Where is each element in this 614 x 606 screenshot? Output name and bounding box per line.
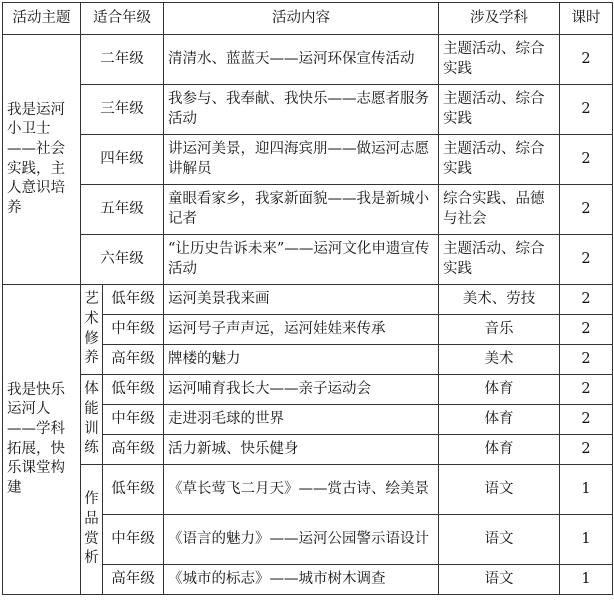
subject-cell: 语文 — [439, 565, 560, 595]
subgroup-cell: 作品赏析 — [81, 465, 103, 595]
content-cell: 清清水、蓝蓝天——运河环保宣传活动 — [164, 35, 439, 85]
grade-cell: 中年级 — [103, 515, 164, 565]
content-cell: 《语言的魅力》——运河公园警示语设计 — [164, 515, 439, 565]
subject-cell: 美术 — [439, 345, 560, 375]
content-cell: 牌楼的魅力 — [164, 345, 439, 375]
header-subject: 涉及学科 — [439, 3, 560, 35]
hours-cell: 1 — [560, 465, 613, 515]
grade-cell: 高年级 — [103, 345, 164, 375]
subgroup-cell: 体能训练 — [81, 375, 103, 465]
subject-cell: 主题活动、综合实践 — [439, 235, 560, 285]
subject-cell: 体育 — [439, 405, 560, 435]
grade-cell: 高年级 — [103, 565, 164, 595]
content-cell: 《草长莺飞二月天》——赏古诗、绘美景 — [164, 465, 439, 515]
grade-cell: 中年级 — [103, 315, 164, 345]
theme-cell-1: 我是运河小卫士——社会实践，主人意识培养 — [3, 35, 81, 285]
hours-cell: 2 — [560, 135, 613, 185]
content-cell: 运河美景我来画 — [164, 285, 439, 315]
content-cell: 运河哺育我长大——亲子运动会 — [164, 375, 439, 405]
subject-cell: 主题活动、综合实践 — [439, 35, 560, 85]
content-cell: 走进羽毛球的世界 — [164, 405, 439, 435]
subject-cell: 音乐 — [439, 315, 560, 345]
subject-cell: 体育 — [439, 435, 560, 465]
content-cell: 运河号子声声远，运河娃娃来传承 — [164, 315, 439, 345]
header-theme: 活动主题 — [3, 3, 81, 35]
table-row — [3, 85, 613, 135]
theme-cell-2: 我是快乐运河人——学科拓展，快乐课堂构建 — [3, 285, 81, 595]
hours-cell: 2 — [560, 285, 613, 315]
hours-cell: 2 — [560, 235, 613, 285]
header-row — [3, 3, 613, 35]
grade-cell: 五年级 — [81, 185, 164, 235]
hours-cell: 2 — [560, 85, 613, 135]
grade-cell: 四年级 — [81, 135, 164, 185]
subject-cell: 语文 — [439, 465, 560, 515]
subject-cell: 体育 — [439, 375, 560, 405]
subject-cell: 主题活动、综合实践 — [439, 85, 560, 135]
hours-cell: 1 — [560, 515, 613, 565]
hours-cell: 2 — [560, 35, 613, 85]
table-row — [3, 35, 613, 85]
subject-cell: 综合实践、品德与社会 — [439, 185, 560, 235]
hours-cell: 2 — [560, 435, 613, 465]
header-content: 活动内容 — [164, 3, 439, 35]
table-row — [3, 185, 613, 235]
header-hours: 课时 — [560, 3, 613, 35]
content-cell: “让历史告诉未来”——运河文化申遗宣传活动 — [164, 235, 439, 285]
grade-cell: 低年级 — [103, 285, 164, 315]
grade-cell: 低年级 — [103, 375, 164, 405]
table-row — [3, 135, 613, 185]
content-cell: 《城市的标志》——城市树木调查 — [164, 565, 439, 595]
grade-cell: 六年级 — [81, 235, 164, 285]
table-row — [3, 285, 613, 315]
table-row — [3, 235, 613, 285]
content-cell: 我参与、我奉献、我快乐——志愿者服务活动 — [164, 85, 439, 135]
subject-cell: 主题活动、综合实践 — [439, 135, 560, 185]
hours-cell: 2 — [560, 345, 613, 375]
hours-cell: 2 — [560, 185, 613, 235]
grade-cell: 三年级 — [81, 85, 164, 135]
hours-cell: 2 — [560, 375, 613, 405]
content-cell: 活力新城、快乐健身 — [164, 435, 439, 465]
grade-cell: 中年级 — [103, 405, 164, 435]
table-row — [3, 375, 613, 405]
content-cell: 讲运河美景，迎四海宾朋——做运河志愿讲解员 — [164, 135, 439, 185]
subject-cell: 语文 — [439, 515, 560, 565]
table-row — [3, 465, 613, 515]
header-grade: 适合年级 — [81, 3, 164, 35]
content-cell: 童眼看家乡，我家新面貌——我是新城小记者 — [164, 185, 439, 235]
grade-cell: 低年级 — [103, 465, 164, 515]
hours-cell: 2 — [560, 315, 613, 345]
hours-cell: 1 — [560, 565, 613, 595]
grade-cell: 二年级 — [81, 35, 164, 85]
grade-cell: 高年级 — [103, 435, 164, 465]
activity-table — [2, 2, 613, 595]
subject-cell: 美术、劳技 — [439, 285, 560, 315]
hours-cell: 2 — [560, 405, 613, 435]
subgroup-cell: 艺术修养 — [81, 285, 103, 375]
